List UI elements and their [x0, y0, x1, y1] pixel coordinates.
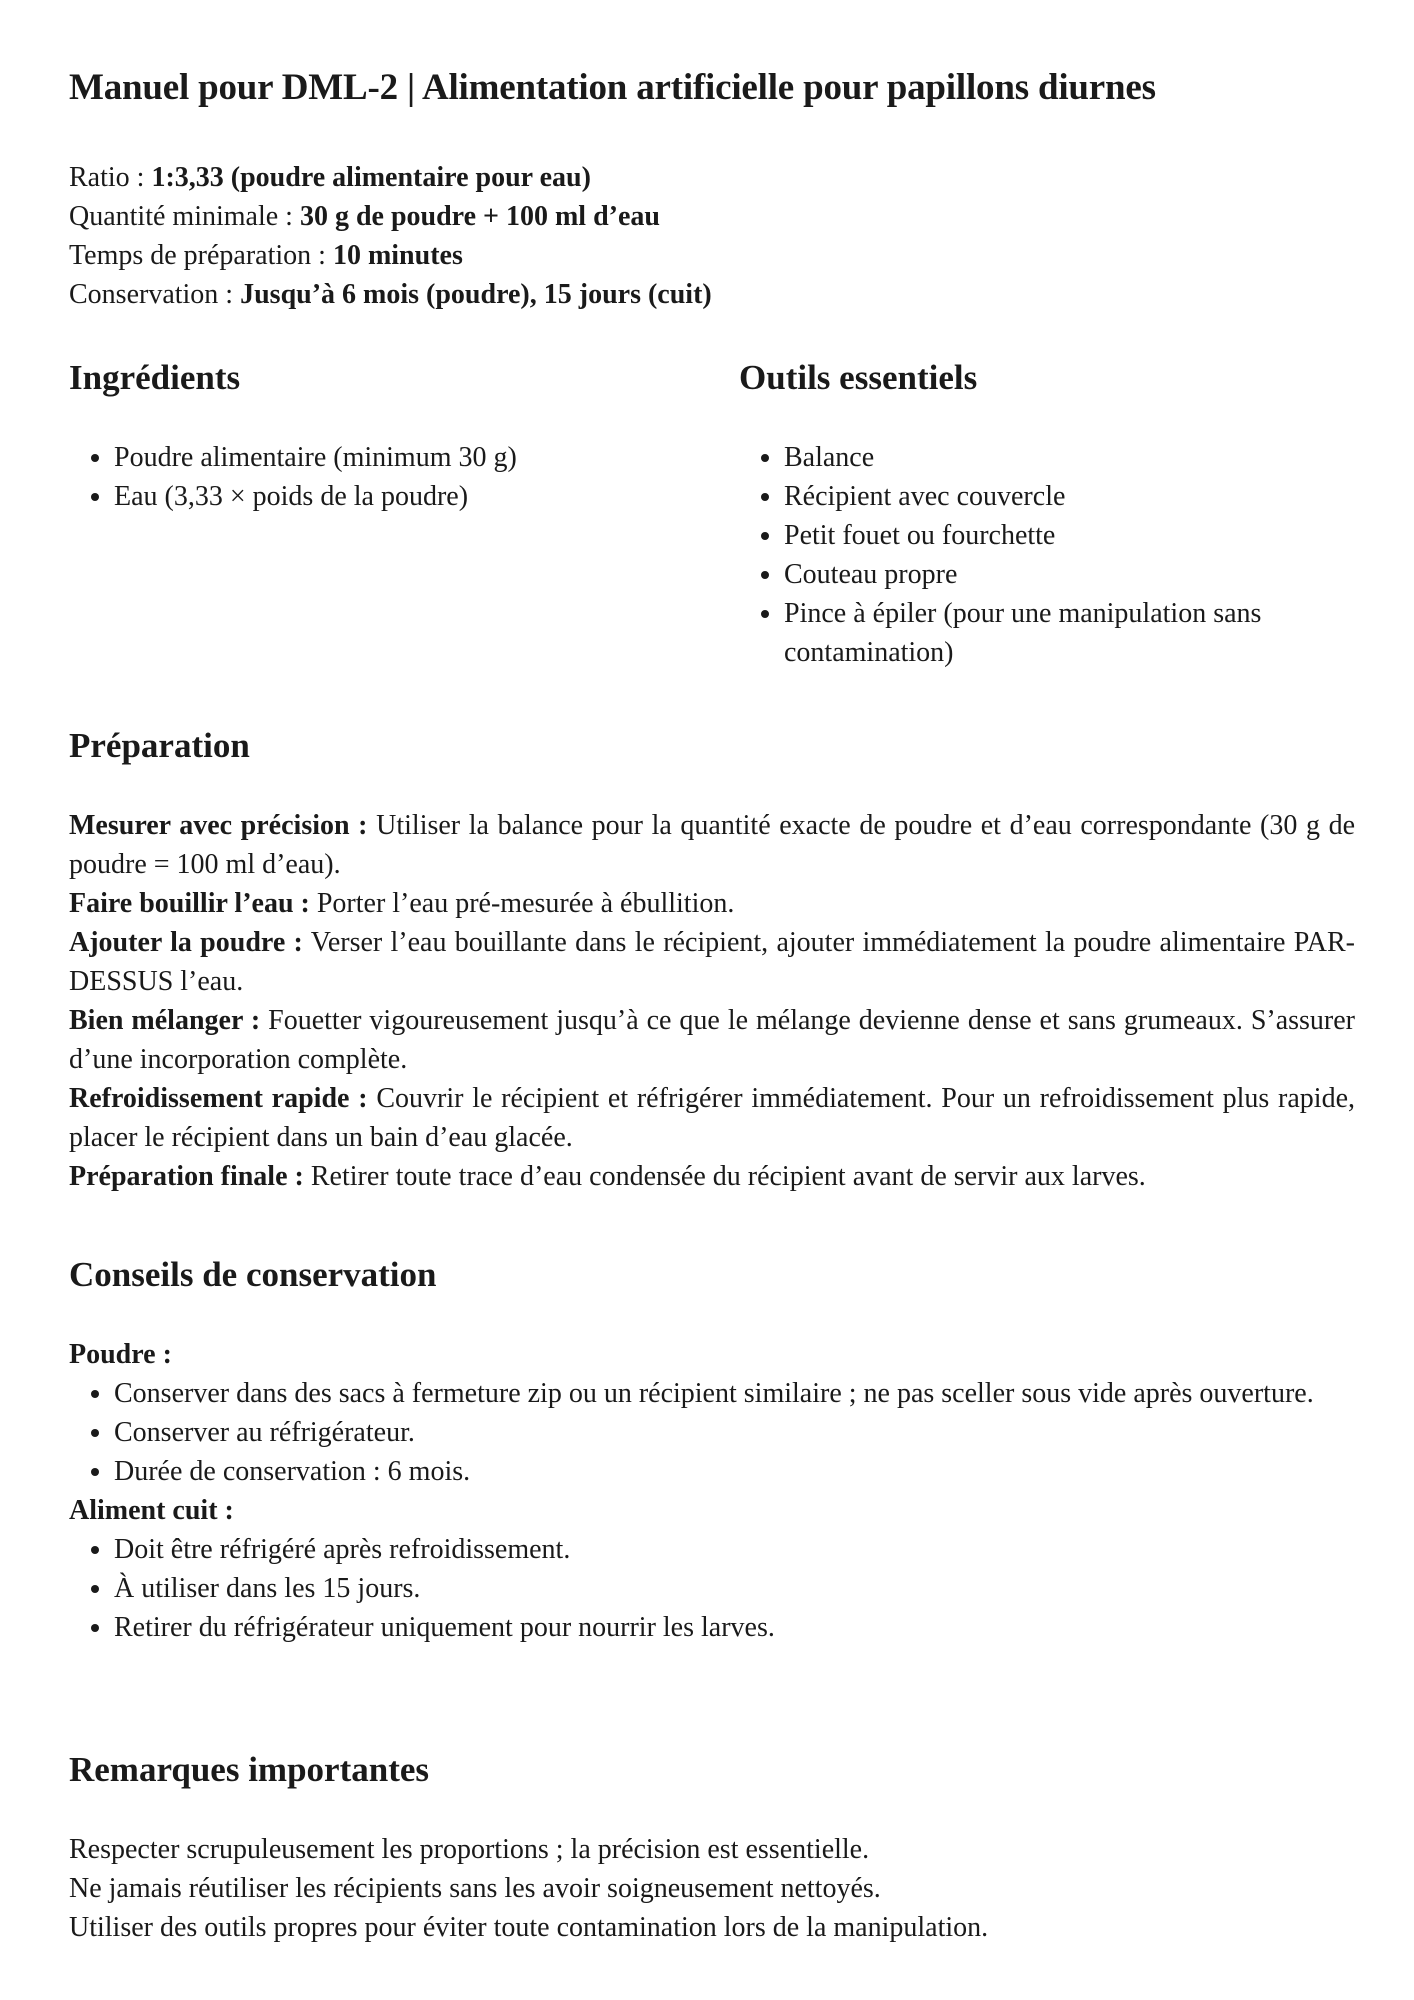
- powder-list: [69, 1374, 1355, 1491]
- preparation-steps: [69, 806, 1355, 1196]
- powder-subheading: Poudre :: [69, 1339, 172, 1370]
- summary-block: [69, 158, 712, 314]
- ingredients-list: [69, 438, 709, 516]
- step-text: Verser l’eau bouillante dans le récipient, ajouter immédiatement la poudre alimentaire PAR-DESSUS l’eau.: [69, 927, 1356, 997]
- ingredients-column: [69, 358, 709, 516]
- meta-value: Jusqu’à 6 mois (poudre), 15 jours (cuit): [240, 279, 712, 310]
- meta-conservation: [69, 275, 712, 314]
- remark-line: Ne jamais réutiliser les récipients sans les avoir soigneusement nettoyés.: [69, 1873, 881, 1904]
- list-item: • Durée de conservation : 6 mois.: [114, 1452, 1355, 1491]
- list-item: • Petit fouet ou fourchette: [784, 516, 1349, 555]
- meta-prep-time: [69, 236, 712, 275]
- storage-section: [69, 1255, 1355, 1647]
- list-item: • Doit être réfrigéré après refroidissement.: [114, 1530, 1355, 1569]
- step-mix: [69, 1001, 1355, 1079]
- list-item: • Conserver au réfrigérateur.: [114, 1413, 1355, 1452]
- list-item: • Conserver dans des sacs à fermeture zip ou un récipient similaire ; ne pas sceller sous vide après ouverture.: [114, 1374, 1355, 1413]
- list-item: • Couteau propre: [784, 555, 1349, 594]
- step-label: Mesurer avec précision :: [69, 810, 368, 841]
- step-final: [69, 1157, 1355, 1196]
- step-label: Bien mélanger :: [69, 1005, 261, 1036]
- step-text: Fouetter vigoureusement jusqu’à ce que le mélange devienne dense et sans grumeaux. S’assurer d’une incorporation complète.: [69, 1005, 1356, 1075]
- step-label: Ajouter la poudre :: [69, 927, 303, 958]
- tools-heading: Outils essentiels: [739, 358, 978, 397]
- list-item: • Pince à épiler (pour une manipulation sans contamination): [784, 594, 1349, 672]
- cooked-subheading: Aliment cuit :: [69, 1495, 234, 1526]
- meta-value: 30 g de poudre + 100 ml d’eau: [299, 201, 660, 232]
- step-add-powder: [69, 923, 1355, 1001]
- list-item: • Récipient avec couvercle: [784, 477, 1349, 516]
- meta-ratio: [69, 158, 712, 197]
- preparation-heading: Préparation: [69, 726, 250, 765]
- meta-value: 1:3,33 (poudre alimentaire pour eau): [151, 162, 591, 193]
- remark-line: Respecter scrupuleusement les proportions ; la précision est essentielle.: [69, 1834, 870, 1865]
- meta-label: Ratio :: [69, 162, 145, 193]
- step-boil: [69, 884, 1355, 923]
- preparation-section: [69, 726, 1355, 1196]
- cooked-list: [69, 1530, 1355, 1647]
- remarks-section: [69, 1750, 1355, 1947]
- ingredients-heading: Ingrédients: [69, 358, 241, 397]
- list-item: • À utiliser dans les 15 jours.: [114, 1569, 1355, 1608]
- meta-label: Quantité minimale :: [69, 201, 293, 232]
- step-label: Préparation finale :: [69, 1161, 304, 1192]
- step-text: Utiliser la balance pour la quantité exacte de poudre et d’eau correspondante (30 g de poudre = 100 ml d’eau).: [69, 810, 1355, 880]
- remarks-body: [69, 1830, 1355, 1947]
- meta-label: Temps de préparation :: [69, 240, 326, 271]
- tools-list: [739, 438, 1349, 672]
- step-measure: [69, 806, 1355, 884]
- storage-body: [69, 1335, 1355, 1647]
- step-text: Retirer toute trace d’eau condensée du récipient avant de servir aux larves.: [310, 1161, 1146, 1192]
- remarks-heading: Remarques importantes: [69, 1750, 430, 1789]
- step-label: Faire bouillir l’eau :: [69, 888, 310, 919]
- step-label: Refroidissement rapide :: [69, 1083, 368, 1114]
- meta-min-quantity: [69, 197, 712, 236]
- meta-label: Conservation :: [69, 279, 234, 310]
- remark-line: Utiliser des outils propres pour éviter toute contamination lors de la manipulation.: [69, 1912, 989, 1943]
- list-item: • Balance: [784, 438, 1349, 477]
- tools-column: [739, 358, 1349, 672]
- storage-heading: Conseils de conservation: [69, 1255, 437, 1294]
- list-item: • Retirer du réfrigérateur uniquement pour nourrir les larves.: [114, 1608, 1355, 1647]
- step-text: Porter l’eau pré-mesurée à ébullition.: [316, 888, 735, 919]
- meta-value: 10 minutes: [332, 240, 463, 271]
- page-title: Manuel pour DML-2 | Alimentation artificielle pour papillons diurnes: [69, 67, 1156, 108]
- list-item: • Eau (3,33 × poids de la poudre): [114, 477, 709, 516]
- step-cool: [69, 1079, 1355, 1157]
- list-item: • Poudre alimentaire (minimum 30 g): [114, 438, 709, 477]
- step-text: Couvrir le récipient et réfrigérer immédiatement. Pour un refroidissement plus rapide, placer le récipient dans un bain d’eau glacée.: [69, 1083, 1356, 1153]
